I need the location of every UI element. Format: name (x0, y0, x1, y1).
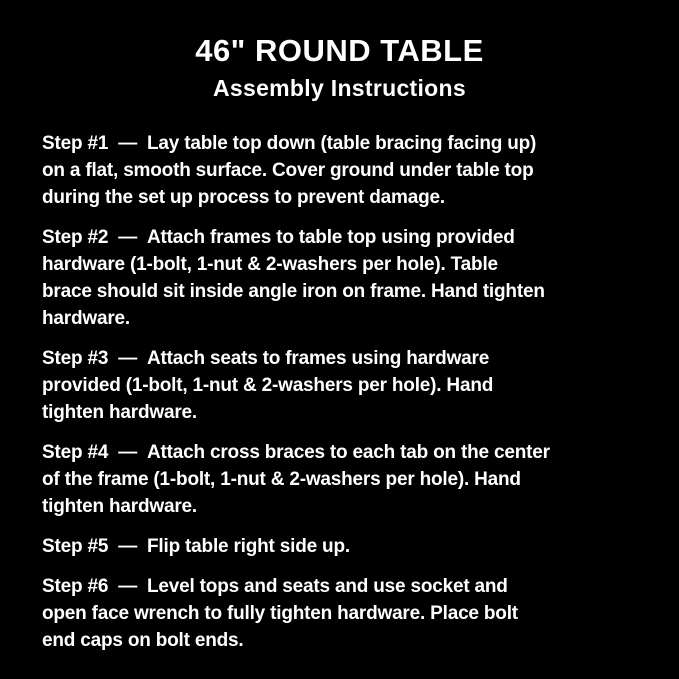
em-dash: — (118, 441, 137, 463)
step-1-label: Step #1 (42, 132, 109, 154)
em-dash: — (118, 575, 137, 597)
page-title: 46" ROUND TABLE (195, 33, 484, 68)
step-3-label: Step #3 (42, 347, 109, 369)
em-dash: — (118, 226, 137, 248)
em-dash: — (118, 132, 137, 154)
page-subtitle: Assembly Instructions (213, 74, 466, 101)
step-3 (42, 345, 643, 426)
step-1-text: Lay table top down (table bracing facing up) on a flat, smooth surface. Cover ground under table top during the set up process to prevent damage. (42, 132, 537, 208)
poster-header (0, 0, 679, 101)
em-dash: — (118, 347, 137, 369)
steps-list (0, 101, 679, 654)
step-5 (42, 533, 643, 560)
step-6 (42, 573, 643, 654)
step-2 (42, 224, 643, 332)
step-6-label: Step #6 (42, 575, 109, 597)
step-6-text: Level tops and seats and use socket and open face wrench to fully tighten hardware. Place bolt end caps on bolt ends. (42, 575, 518, 651)
step-2-text: Attach frames to table top using provided hardware (1-bolt, 1-nut & 2-washers per hole). Table brace should sit inside angle iron on frame. Hand tighten hardware. (42, 226, 545, 329)
step-5-text: Flip table right side up. (147, 535, 350, 557)
step-5-label: Step #5 (42, 535, 109, 557)
step-4-text: Attach cross braces to each tab on the center of the frame (1-bolt, 1-nut & 2-washers per hole). Hand tighten hardware. (42, 441, 550, 517)
step-2-label: Step #2 (42, 226, 109, 248)
step-4 (42, 439, 643, 520)
step-4-label: Step #4 (42, 441, 109, 463)
step-3-text: Attach seats to frames using hardware provided (1-bolt, 1-nut & 2-washers per hole). Hand tighten hardware. (42, 347, 494, 423)
em-dash: — (118, 535, 137, 557)
step-1 (42, 130, 643, 211)
